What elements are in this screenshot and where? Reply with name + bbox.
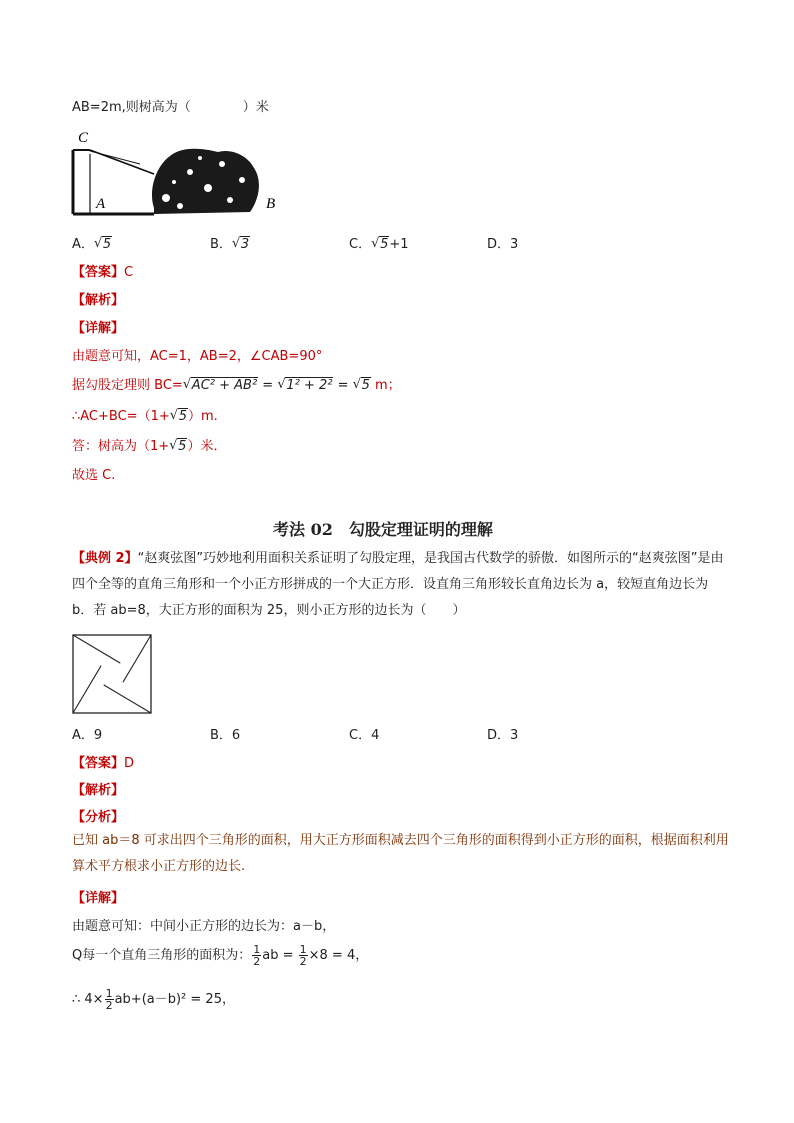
label-b: B [266,196,276,212]
q1-line4: 答：树高为（1+ √ 5）米． [72,438,227,454]
q1-option-a[interactable]: A． √ 5 [72,236,112,252]
label-a: A [96,196,106,212]
q2-option-c[interactable]: C．4 [349,728,380,743]
q2-detail-line3: ∴ 4× $\frac{1}{2}$ ab+(a－b)² = 25， [72,987,235,1012]
q2-detail-line1: 由题意可知：中间小正方形的边长为：a－b， [72,919,336,934]
label-c: C [78,130,89,146]
q1-option-c[interactable]: C． √ 5+1 [349,236,409,252]
q2-detail-line2: Q每一个直角三角形的面积为： $\frac{1}{2}$ ab = $\frac{1}{2}$ ×8 = 4， [72,943,369,968]
q1-detail-label: 【详解】 [72,321,125,336]
q2-stem: 【典例 2】“赵爽弦图”巧妙地利用面积关系证明了勾股定理，是我国古代数学的骄傲．如图所示的“赵爽弦图”是由四个全等的直角三角形和一个小正方形拼成的一个大正方形．设直角三角形较长直角边长为 a，较短直角边长为 b．若 ab=8，大正方形的面积为 25，则小正方形的边长为（ ） [72,551,724,618]
q2-detail-label: 【详解】 [72,891,125,906]
q2-option-a[interactable]: A．9 [72,728,103,743]
q1-line2: 据勾股定理则 BC= √ AC² + AB² = √ 1² + 2² = √ 5 m； [72,377,401,393]
q1-line3: ∴AC+BC=（1+ √ 5）m. [72,408,218,424]
q2-analysis2-label: 【分析】 [72,810,125,825]
q1-option-d[interactable]: D．3 [487,237,519,252]
sqrt-symbol: √ 3 [231,236,250,252]
q1-analysis-label: 【解析】 [72,293,125,308]
section-heading: 考法 02 勾股定理证明的理解 [273,520,493,539]
q1-line5: 故选 C. [72,468,116,483]
q2-analysis-text: 已知 ab＝8 可求出四个三角形的面积，用大正方形面积减去四个三角形的面积得到小正方形的面积，根据面积利用算术平方根求小正方形的边长. [72,833,729,874]
q2-answer: 【答案】D [72,756,135,771]
q1-answer: 【答案】C [72,265,134,280]
q2-analysis-label: 【解析】 [72,783,125,798]
q1-line1: 由题意可知，AC=1，AB=2，∠CAB=90° [72,349,323,364]
sqrt-symbol: √ 5 [93,236,112,252]
q1-stem-end: AB=2m,则树高为（ ）米 [72,100,269,115]
sqrt-symbol: √ 5 [371,236,389,252]
q2-option-b[interactable]: B．6 [210,728,241,743]
zhao-shuang-diagram [72,634,152,714]
tree-figure [70,128,285,220]
q2-option-d[interactable]: D．3 [487,728,519,743]
q1-option-b[interactable]: B． √ 3 [210,236,250,252]
